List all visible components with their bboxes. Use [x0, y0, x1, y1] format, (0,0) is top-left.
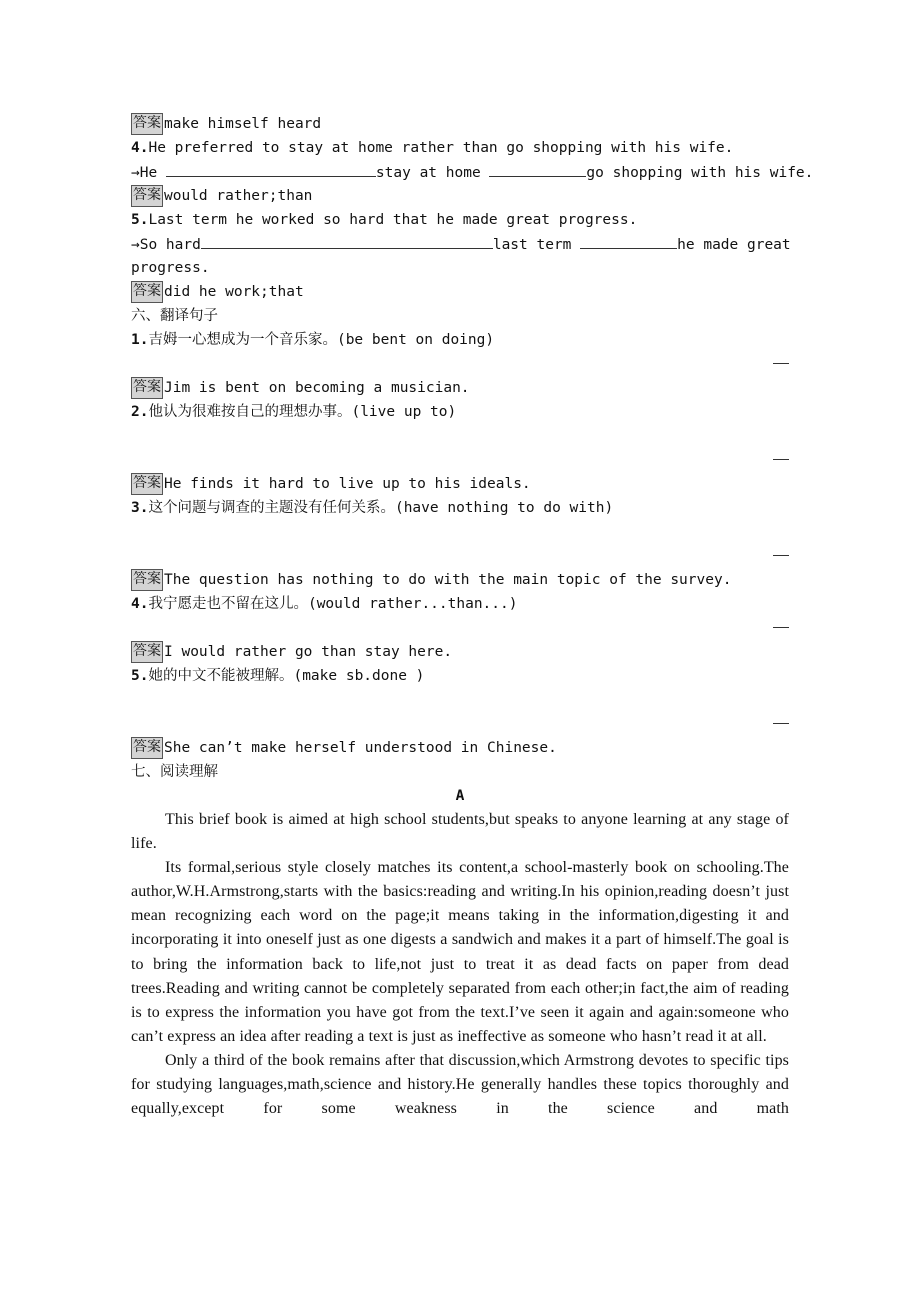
- translate-item-1: [131, 328, 789, 352]
- answer-space: [131, 712, 789, 736]
- translate-item-3: [131, 496, 789, 520]
- rewrite-end: go shopping with his wife.: [586, 165, 814, 181]
- item-number: 3.: [131, 500, 149, 516]
- item-number: 1.: [131, 332, 149, 348]
- rewrite-cont: progress.: [131, 260, 210, 276]
- rewrite-mid: stay at home: [375, 165, 490, 181]
- rewrite-prefix: →He: [131, 165, 166, 181]
- passage-label: A: [455, 788, 465, 804]
- answer-line: [131, 736, 789, 760]
- dash-mark: [773, 555, 789, 556]
- answer-badge: 答案: [131, 281, 163, 303]
- answer-badge: 答案: [131, 113, 163, 135]
- answer-space: [131, 352, 789, 376]
- translate-item-2: [131, 400, 789, 424]
- answer-line: [131, 112, 789, 136]
- document-page: [131, 112, 814, 1121]
- answer-badge: 答案: [131, 473, 163, 495]
- answer-line: [131, 184, 789, 208]
- rewrite-mid: last term: [492, 237, 581, 253]
- question-text: Last term he worked so hard that he made great progress.: [148, 212, 638, 228]
- answer-text: I would rather go than stay here.: [164, 644, 453, 660]
- question-text: He preferred to stay at home rather than go shopping with his wife.: [148, 140, 734, 156]
- answer-badge: 答案: [131, 569, 163, 591]
- rewrite-line-5: [131, 232, 789, 256]
- fill-blank[interactable]: [166, 160, 376, 177]
- item-text: 我宁愿走也不留在这儿。(would rather...than...): [148, 596, 518, 612]
- section-title: 七、阅读理解: [131, 764, 218, 780]
- dash-mark: [773, 627, 789, 628]
- fill-blank[interactable]: [489, 160, 586, 177]
- fill-blank[interactable]: [201, 232, 493, 249]
- answer-badge: 答案: [131, 377, 163, 399]
- dash-mark: [773, 459, 789, 460]
- answer-text: He finds it hard to live up to his ideals.: [164, 476, 531, 492]
- item-number: 4.: [131, 596, 149, 612]
- answer-space: [131, 544, 789, 568]
- answer-badge: 答案: [131, 737, 163, 759]
- translate-item-5: [131, 664, 789, 688]
- rewrite-continuation: [131, 256, 789, 280]
- passage-paragraph: Only a third of the book remains after that discussion,which Armstrong devotes to specific tips for studying languages,math,science and history.He generally handles these topics thoroughly and equally,except for some weakness in the science and math: [131, 1051, 789, 1118]
- answer-space: [131, 520, 789, 544]
- section-title: 六、翻译句子: [131, 308, 218, 324]
- answer-space: [131, 688, 789, 712]
- answer-line: [131, 376, 789, 400]
- answer-space: [131, 616, 789, 640]
- rewrite-line-4: [131, 160, 814, 184]
- fill-blank[interactable]: [580, 232, 677, 249]
- rewrite-end: he made great: [677, 237, 791, 253]
- answer-space: [131, 448, 789, 472]
- translate-item-4: [131, 592, 789, 616]
- item-text: 她的中文不能被理解。(make sb.done ): [148, 668, 425, 684]
- dash-mark: [773, 723, 789, 724]
- item-text: 他认为很难按自己的理想办事。(live up to): [148, 404, 457, 420]
- question-5: [131, 208, 789, 232]
- answer-text: make himself heard: [164, 116, 322, 132]
- passage-paragraph: This brief book is aimed at high school students,but speaks to anyone learning at any stage of life.: [131, 811, 789, 853]
- answer-line: [131, 472, 789, 496]
- question-number: 4.: [131, 140, 149, 156]
- rewrite-prefix: →So hard: [131, 237, 201, 253]
- answer-badge: 答案: [131, 185, 163, 207]
- answer-text: did he work;that: [164, 284, 304, 300]
- item-number: 2.: [131, 404, 149, 420]
- item-text: 吉姆一心想成为一个音乐家。(be bent on doing): [148, 332, 495, 348]
- dash-mark: [773, 363, 789, 364]
- answer-space: [131, 424, 789, 448]
- answer-badge: 答案: [131, 641, 163, 663]
- answer-line: [131, 280, 789, 304]
- answer-line: [131, 568, 789, 592]
- item-number: 5.: [131, 668, 149, 684]
- answer-text: She can’t make herself understood in Chinese.: [164, 740, 557, 756]
- question-number: 5.: [131, 212, 149, 228]
- answer-text: The question has nothing to do with the main topic of the survey.: [164, 572, 732, 588]
- answer-line: [131, 640, 789, 664]
- question-4: [131, 136, 789, 160]
- answer-text: Jim is bent on becoming a musician.: [164, 380, 470, 396]
- passage-paragraph: Its formal,serious style closely matches its content,a school-masterly book on schooling.The author,W.H.Armstrong,starts with the basics:reading and writing.In his opinion,reading doesn’t just mean recognizing each word on the page;it means taking in the information,digesting it and incorporating it into oneself just as one digests a sandwich and makes it a part of himself.The goal is to bring the information back to life,not just to treat it as dead facts on paper from dead trees.Reading and writing cannot be completely separated from each other;in fact,the aim of reading is to express the information you have got from the text.I’ve seen it again and again:someone who can’t express an idea after reading a text is just as ineffective as someone who hasn’t read it at all.: [131, 859, 789, 1045]
- item-text: 这个问题与调查的主题没有任何关系。(have nothing to do with): [148, 500, 614, 516]
- answer-text: would rather;than: [164, 188, 313, 204]
